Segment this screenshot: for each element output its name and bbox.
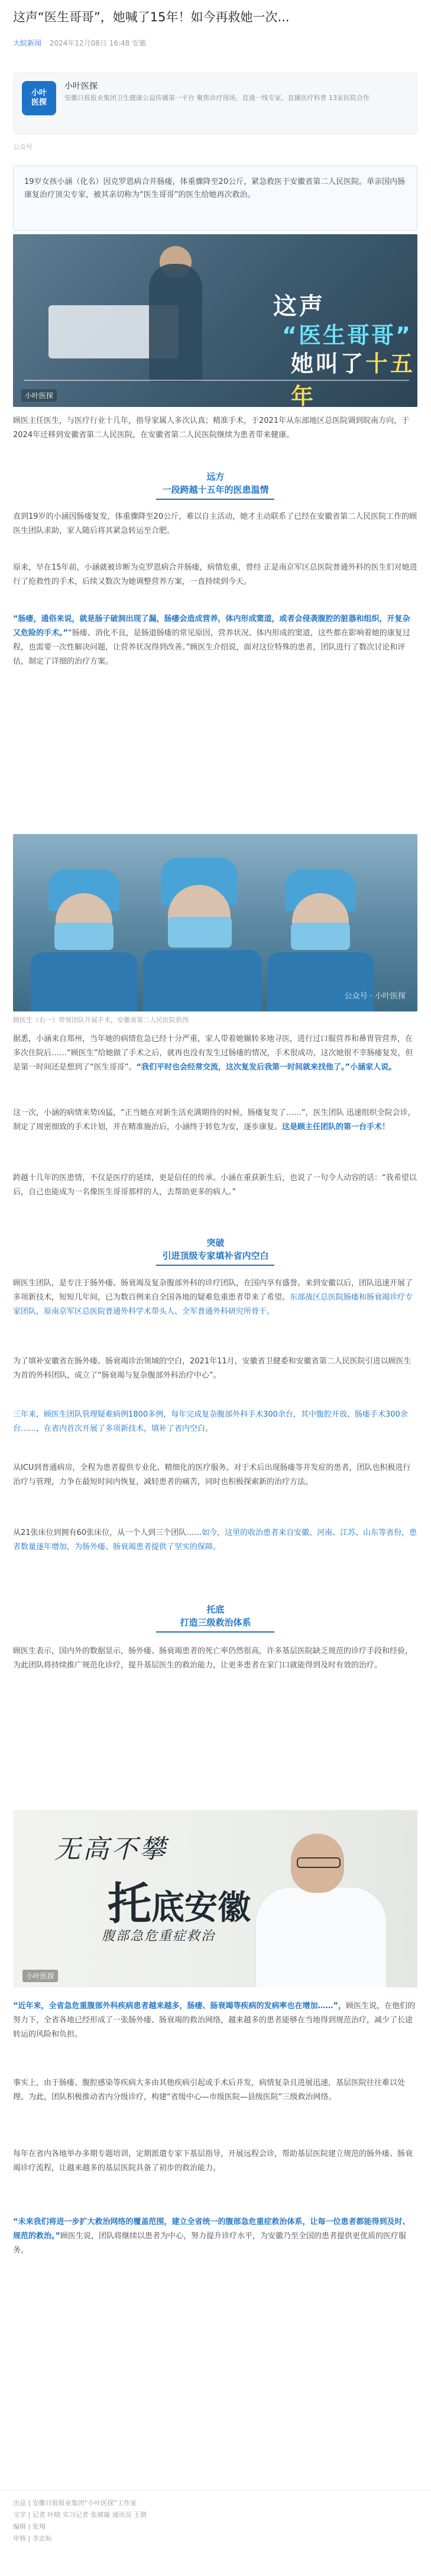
paragraph-12: 从21张床位到拥有60张床位，从一个人到三个团队……如今，这里的收治患者来自安徽、河南、江苏、山东等省份，患者数量逐年增加，为肠外瘘、肠衰竭患者提供了坚实的保障。 bbox=[13, 1528, 417, 1552]
quote-highlight: “近年来，全省急危重腹部外科疾病患者越来越多，肠瘘、肠衰竭等疾病的发病率也在增加……”， bbox=[13, 2002, 346, 2011]
paragraph-5: 据悉，小涵来自郑州，当年她的病情危急已经十分严重，家人带着她辗转多地寻医，进行过口服营养和鼻胃管营养，在多次住院后……“顾医生”给她做了手术之后，就再也没有发生过肠瘘的情况，手术很成功，这次她很不幸肠瘘复发，但是第一时间还是想到了“医生哥哥”。“我们平时也会经常交流，这次复发后我第一时间就来找他了。”小涵家人说。 bbox=[13, 1035, 413, 1072]
paragraph-7: 跨越十几年的医患情，不仅是医疗的延续，更是信任的传承。小涵在重获新生后，也说了一句令人动容的话：“我希望以后，自己也能成为一名像医生哥哥那样的人，去帮助更多的病人。” bbox=[13, 1174, 417, 1197]
account-description: 安徽日报报业集团卫生健康公益传播第一平台 聚焦诊疗现场，直通一线专家，直播医疗科普 13家医院合作 bbox=[64, 94, 370, 102]
image-watermark: 公众号 · 小叶医探 bbox=[344, 992, 406, 1001]
quote-highlight: “我们平时也会经常交流，这次复发后我第一时间就来找他了。”小涵家人说。 bbox=[136, 1063, 397, 1072]
section-2-subtitle: 引进顶级专家填补省内空白 bbox=[162, 1250, 269, 1261]
doctor-figure-shape bbox=[149, 264, 202, 382]
surgery-photo[interactable] bbox=[13, 834, 417, 1011]
section-3-divider bbox=[156, 1631, 274, 1633]
publish-date: 2024年12月08日 16:48 安徽 bbox=[49, 39, 147, 47]
image-watermark: 小叶医探 bbox=[21, 389, 57, 402]
glasses-shape bbox=[297, 1857, 341, 1868]
surgical-gown-shape bbox=[31, 952, 137, 1011]
surgical-gown-shape bbox=[267, 952, 374, 1011]
credit-producer: 出品 | 安徽日报报业集团“小叶医探”工作室 bbox=[13, 2499, 137, 2507]
portrait-line-2: 托底安徽 bbox=[108, 1879, 251, 1929]
highlight-text: 三年来，顾医生团队管理疑难病例1800多例，每年完成复杂腹部外科手术300余台，其中腹腔开放、肠瘘手术300余台……，在省内首次开展了多项新技术，填补了省内空白。 bbox=[13, 1410, 408, 1433]
paragraph-13: 顾医生表示，国内外的数据显示，肠外瘘、肠衰竭患者的死亡率仍然很高，许多基层医院缺乏规范的诊疗手段和经验，为此团队将持续推广规范化诊疗，提升基层医生的救治能力，让更多患者在家门口就能得到及时有效的治疗。 bbox=[13, 1647, 413, 1670]
intro-text: 19岁女孩小涵（化名）因克罗恩病合并肠瘘，体重骤降至20公斤，紧急救医于安徽省第二人民医院。单亲国内肠康复治疗顶尖专家，被其亲切称为“医生哥哥”的医生给她再次救治。 bbox=[24, 177, 406, 199]
quote-highlight: “肠瘘，通俗来说，就是肠子破洞出现了漏，肠瘘会造成营养，体内形成窦道，或者会侵袭腹腔的脏器和组织，开复杂又危险的手术。” bbox=[13, 615, 410, 638]
highlight-text: 东部战区总医院肠瘘和肠衰竭诊疗专家团队，原南京军区总医院普通外科学术带头人、全军普通外科研究所骨干。 bbox=[13, 1293, 413, 1316]
paragraph-15: 事实上，由于肠瘘、腹腔感染等疾病大多由其他疾病引起或手术后并发，病情复杂且进展迅速，基层医院往往难以处理。为此，团队积极推动省内分级诊疗，构建“省级中心—市级医院—县级医院”三级救治网络。 bbox=[13, 2079, 406, 2102]
paragraph-10 bbox=[13, 1408, 417, 1436]
cover-line-2: “医生哥哥” bbox=[282, 322, 412, 348]
paragraph-4: “肠瘘，通俗来说，就是肠子破洞出现了漏，肠瘘会造成营养，体内形成窦道，或者会侵袭腹腔的脏器和组织，开复杂又危险的手术。”“肠瘘、消化不良，是肠道肠瘘的常见原因，营养状况、体内形成的窦道，这些都在影响着她的康复过程，也需要一次性解决问题，让营养状况得到改善。”顾医生介绍说，面对这位特殊的患者，团队进行了数次讨论和评估，制定了详细的治疗方案。 bbox=[13, 615, 410, 666]
paragraph-9: 为了填补安徽省在肠外瘘、肠衰竭诊治领域的空白，2021年11月，安徽省卫健委和安徽省第二人民医院引进以顾医生为首的外科团队，成立了“肠衰竭与复杂腹部外科治疗中心”。 bbox=[13, 1357, 411, 1380]
paragraph-14: “近年来，全省急危重腹部外科疾病患者越来越多，肠瘘、肠衰竭等疾病的发病率也在增加……”，顾医生说，在他们的努力下，全省各地已经形成了一张肠外瘘、肠衰竭的救治网络，越来越多的患者能够在当地得到规范治疗，减少了长途转运的风险和负担。 bbox=[13, 2002, 416, 2039]
paragraph-8: 顾医生团队，是专注于肠外瘘、肠衰竭及复杂腹部外科的诊疗团队，在国内享有盛誉。来到安徽以后，团队迅速开展了多项新技术，短短几年间，已为数百例来自全国各地的疑难危重患者带来了希望。东部战区总医院肠瘘和肠衰竭诊疗专家团队，原南京军区总医院普通外科学术带头人、全军普通外科研究所骨干。 bbox=[13, 1279, 413, 1316]
portrait-line-1: 无高不攀 bbox=[54, 1834, 168, 1864]
surgical-mask-shape bbox=[168, 917, 232, 948]
article-credits bbox=[13, 2497, 147, 2545]
photo-caption: 顾医生（右一）带领团队开展手术，安徽省第二人民医院供图 bbox=[13, 1016, 189, 1024]
paragraph-1: 顾医主任医生，与医疗行业十几年，指导家属人多次认真；精准手术，于2021年从东部地区总医院调到皖南方向，于2024年迁移到安徽省第二人民医院，在安徽省第二人民医院继续为患者带来健康。 bbox=[13, 416, 410, 439]
section-3-title: 托底 bbox=[206, 1604, 225, 1615]
highlight-text: 如今，这里的收治患者来自安徽、河南、江苏、山东等省份，患者数量逐年增加，为肠外瘘、肠衰竭患者提供了坚实的保障。 bbox=[13, 1528, 417, 1552]
paragraph-6: 这一次，小涵的病情来势凶猛，“正当她在对新生活充满期待的时候，肠瘘复发了……”，医生团队 迅速组织全院会诊，制定了周密细致的手术计划，并在精准施治后，小涵终于转危为安，逐步康复。这是顾主任团队的第一台手术！ bbox=[13, 1108, 416, 1132]
video-progress-bar[interactable] bbox=[24, 380, 409, 381]
portrait-line-3: 腹部急危重症救治 bbox=[102, 1929, 216, 1944]
source-link[interactable]: 大皖新闻 bbox=[13, 39, 42, 47]
image-watermark: 小叶医探 bbox=[22, 1970, 58, 1982]
section-3-subtitle: 打造三级救治体系 bbox=[180, 1617, 251, 1628]
cover-line-1: 这声 bbox=[273, 292, 325, 320]
account-logo: 小叶 医探 bbox=[22, 81, 56, 115]
surgical-mask-shape bbox=[291, 923, 350, 950]
section-1-title: 远方 bbox=[206, 471, 225, 482]
section-1-divider bbox=[156, 499, 274, 500]
account-name: 小叶医探 bbox=[64, 82, 98, 91]
doctor-coat-shape bbox=[255, 1887, 387, 1987]
paragraph-3: 原来，早在15年前，小涵就被诊断为克罗恩病合并肠瘘，病情危重，曾经 正是南京军区总医院普通外科的医生们对她进行了抢救性的手术，后续又数次为她调整营养方案，一直持续到今天。 bbox=[13, 563, 417, 586]
intro-box bbox=[13, 166, 417, 231]
footer-divider bbox=[0, 2490, 431, 2491]
doctor-portrait-image[interactable] bbox=[13, 1810, 417, 1987]
credit-editor: 编辑 | 张翔 bbox=[13, 2523, 46, 2530]
from-label: 公众号 bbox=[13, 143, 33, 151]
paragraph-11: 从ICU到普通病房，全程为患者提供专业化、精细化的医疗服务。对于术后出现肠瘘等并发症的患者，团队也积极进行治疗与管理，力争在最短时间内恢复，减轻患者的痛苦，同时也积极探索新的治疗方法。 bbox=[13, 1463, 411, 1486]
quote-highlight: “未来我们将进一步扩大救治网络的覆盖范围，建立全省统一的腹部急危重症救治体系，让每一位患者都能得到及时、规范的救治。” bbox=[13, 2218, 410, 2241]
credit-reviewer: 审核 | 李志标 bbox=[13, 2535, 52, 2542]
surgical-gown-shape bbox=[143, 950, 261, 1011]
article-meta bbox=[13, 38, 146, 48]
paragraph-17: “未来我们将进一步扩大救治网络的覆盖范围，建立全省统一的腹部急危重症救治体系，让每一位患者都能得到及时、规范的救治。”顾医生说，团队将继续以患者为中心，努力提升诊疗水平，为安徽乃至全国的患者提供更优质的医疗服务。 bbox=[13, 2218, 410, 2255]
cover-line-3: 她叫了十五年 bbox=[291, 351, 416, 407]
paragraph-2: 直到19岁的小涵因肠瘘复发，体重骤降至20公斤，难以自主活动，她才主动联系了已经在安徽省第二人民医院工作的顾医生团队求助，家人随后将其紧急转运至合肥。 bbox=[13, 512, 417, 535]
quote-highlight: 这是顾主任团队的第一台手术！ bbox=[282, 1123, 390, 1132]
paragraph-16: 每年在省内各地举办多期专题培训，定期派遣专家下基层指导，开展远程会诊，帮助基层医院建立规范的肠外瘘、肠衰竭诊疗流程，让越来越多的基层医院具备了初步的救治能力。 bbox=[13, 2150, 413, 2173]
account-card[interactable] bbox=[13, 72, 417, 135]
credit-writers: 文字 | 记者 叶晓 实习记者 张婧璇 通讯员 王倩 bbox=[13, 2511, 147, 2519]
section-1-subtitle: 一段跨越十五年的医患温情 bbox=[162, 484, 269, 495]
section-2-title: 突破 bbox=[206, 1237, 225, 1248]
cover-video-image[interactable] bbox=[13, 234, 417, 407]
article-title: 这声“医生哥哥”，她喊了15年！如今再救她一次... bbox=[13, 10, 290, 24]
surgical-mask-shape bbox=[54, 923, 114, 950]
section-2-divider bbox=[156, 1265, 274, 1266]
